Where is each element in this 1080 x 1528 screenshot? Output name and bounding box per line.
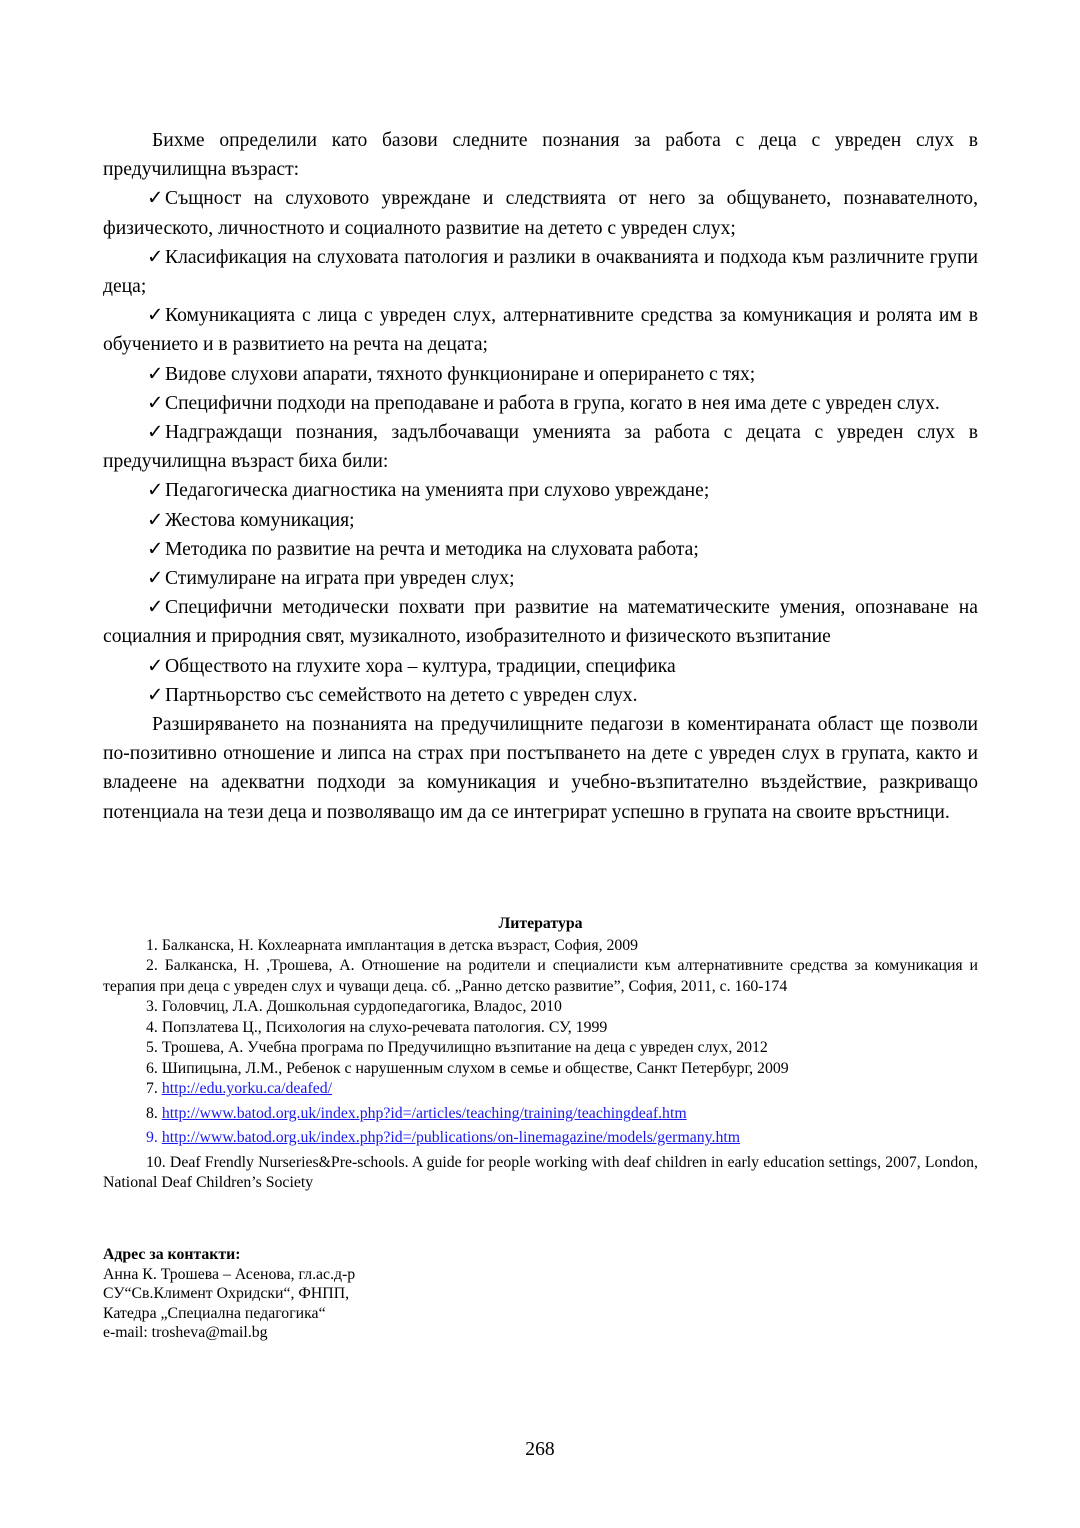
checkmark-icon: ✓ — [147, 246, 164, 268]
list-item — [103, 243, 978, 301]
checkmark-icon: ✓ — [147, 568, 164, 590]
reference-text: Трошева, А. Учебна програма по Предучилищно възпитание на деца с увреден слух, 2012 — [161, 1039, 768, 1056]
list-item-text: Класификация на слуховата патология и разлики в очакванията и подхода към различните групи деца; — [103, 246, 978, 298]
reference-number: 4. — [146, 1018, 158, 1036]
list-item-text: Стимулиране на играта при увреден слух; — [165, 568, 515, 590]
checkmark-icon: ✓ — [147, 188, 164, 210]
contact-email: e-mail: trosheva@mail.bg — [103, 1324, 268, 1341]
reference-link[interactable]: http://edu.yorku.ca/deafed/ — [161, 1080, 333, 1097]
reference-item — [103, 1038, 978, 1059]
list-item — [103, 418, 978, 476]
checkmark-icon: ✓ — [147, 422, 164, 444]
reference-number: 9. — [146, 1129, 158, 1146]
list-item — [103, 476, 978, 505]
checkmark-icon: ✓ — [147, 538, 164, 560]
list-item — [103, 360, 978, 389]
list-item-text: Комуникацията с лица с увреден слух, алтернативните средства за комуникация и ролята им в обучението и в развитието на речта на децата; — [103, 305, 978, 356]
reference-number: 1. — [146, 936, 158, 954]
references-title: Литература — [498, 915, 583, 932]
contact-department: Катедра „Специална педагогика“ — [103, 1304, 326, 1322]
reference-number: 3. — [146, 998, 158, 1015]
list-item — [103, 593, 978, 651]
list-item-text: Надграждащи познания, задълбочаващи уменията за работа с децата с увреден слух в предучилищна възраст биха били: — [103, 422, 978, 473]
list-item-text: Обществото на глухите хора – култура, традиции, специфика — [165, 655, 676, 677]
checkmark-icon: ✓ — [147, 655, 164, 677]
list-item — [103, 535, 978, 564]
reference-text: Шипицына, Л.М., Ребенок с нарушенным слухом в семье и обществе, Санкт Петербург, 2009 — [161, 1059, 789, 1077]
checkmark-icon: ✓ — [147, 597, 164, 619]
reference-item — [103, 1018, 978, 1039]
list-item — [103, 652, 978, 681]
references-section — [103, 914, 978, 1194]
reference-number: 6. — [146, 1059, 158, 1077]
reference-number: 10. — [146, 1153, 166, 1171]
reference-number: 7. — [146, 1080, 158, 1097]
list-item-text: Партньорство със семейството на детето с увреден слух. — [165, 684, 638, 706]
list-item — [103, 389, 978, 418]
list-item-text: Специфични методически похвати при развитие на математическите умения, опознаване на социалния и природния свят, музикалното, изобразителното и физическото възпитание — [103, 597, 978, 648]
list-item — [103, 506, 978, 535]
list-item — [103, 681, 978, 710]
page-number: 268 — [525, 1439, 555, 1460]
reference-link[interactable]: http://www.batod.org.uk/index.php?id=/publications/on-linemagazine/models/germany.htm — [161, 1129, 741, 1146]
contact-heading: Адрес за контакти: — [103, 1246, 241, 1263]
list-item-text: Видове слухови апарати, тяхното функциониране и оперирането с тях; — [165, 363, 756, 385]
reference-number: 5. — [146, 1039, 158, 1056]
checkmark-icon: ✓ — [147, 480, 164, 502]
list-item — [103, 564, 978, 593]
reference-item — [103, 1128, 978, 1149]
reference-item — [103, 1104, 978, 1125]
reference-item — [103, 1059, 978, 1080]
reference-text: Deaf Frendly Nurseries&Pre-schools. A guide for people working with deaf children in early education settings, 2007, London, National Deaf Children’s Society — [103, 1153, 978, 1191]
reference-item — [103, 997, 978, 1018]
list-item-text: Специфични подходи на преподаване и работа в група, когато в нея има дете с увреден слух. — [165, 392, 940, 414]
checkmark-icon: ✓ — [147, 509, 164, 531]
list-item-text: Същност на слуховото увреждане и следствията от него за общуването, познавателното, физическото, личностното и социалното развитие на детето с увреден слух; — [103, 188, 978, 239]
reference-text: Балканска, Н. Кохлеарната имплантация в детска възраст, София, 2009 — [161, 936, 639, 954]
conclusion-paragraph: Разширяването на познанията на предучилищните педагози в коментираната област ще позволи по-позитивно отношение и липса на страх при постъпването на дете с увреден слух в групата, както и владеене на адекватни подходи за комуникация и учебно-възпитателно въздействие, разкриващо потенциала на тези деца и позволяващо им да се интегрират успешно в групата на своите връстници. — [103, 714, 978, 823]
checkmark-icon: ✓ — [147, 363, 164, 385]
checkmark-icon: ✓ — [147, 305, 164, 327]
list-item-text: Педагогическа диагностика на уменията при слухово увреждане; — [165, 480, 710, 502]
reference-number: 2. — [146, 957, 158, 974]
checkmark-icon: ✓ — [147, 684, 164, 706]
contact-name: Анна К. Трошева – Асенова, гл.ас.д-р — [103, 1265, 356, 1283]
reference-number: 8. — [146, 1104, 158, 1122]
checkmark-icon: ✓ — [147, 392, 164, 414]
contact-university: СУ“Св.Климент Охридски“, ФНПП, — [103, 1285, 350, 1302]
reference-text: Попзлатева Ц., Психология на слухо-речевата патология. СУ, 1999 — [161, 1018, 608, 1036]
reference-text: Головчиц, Л.А. Дошкольная сурдопедагогика, Владос, 2010 — [161, 998, 562, 1015]
list-item — [103, 184, 978, 242]
reference-item — [103, 1079, 978, 1100]
contact-block — [103, 1245, 355, 1343]
list-item-text: Жестова комуникация; — [165, 509, 355, 531]
reference-item — [103, 1153, 978, 1194]
main-text — [103, 126, 978, 827]
list-item-text: Методика по развитие на речта и методика на слуховата работа; — [165, 538, 699, 560]
intro-paragraph: Бихме определили като базови следните познания за работа с деца с увреден слух в предучилищна възраст: — [103, 130, 978, 181]
reference-item — [103, 936, 978, 957]
list-item — [103, 301, 978, 359]
reference-text: Балканска, Н. ,Трошева, А. Отношение на родители и специалисти към алтернативните средства за комуникация и терапия при деца с увреден слух и чуващи деца. сб. „Ранно детско развитие”, София, 2011, с. 160-174 — [103, 957, 978, 995]
reference-link[interactable]: http://www.batod.org.uk/index.php?id=/articles/teaching/training/teachingdeaf.htm — [161, 1104, 687, 1122]
reference-item — [103, 956, 978, 997]
